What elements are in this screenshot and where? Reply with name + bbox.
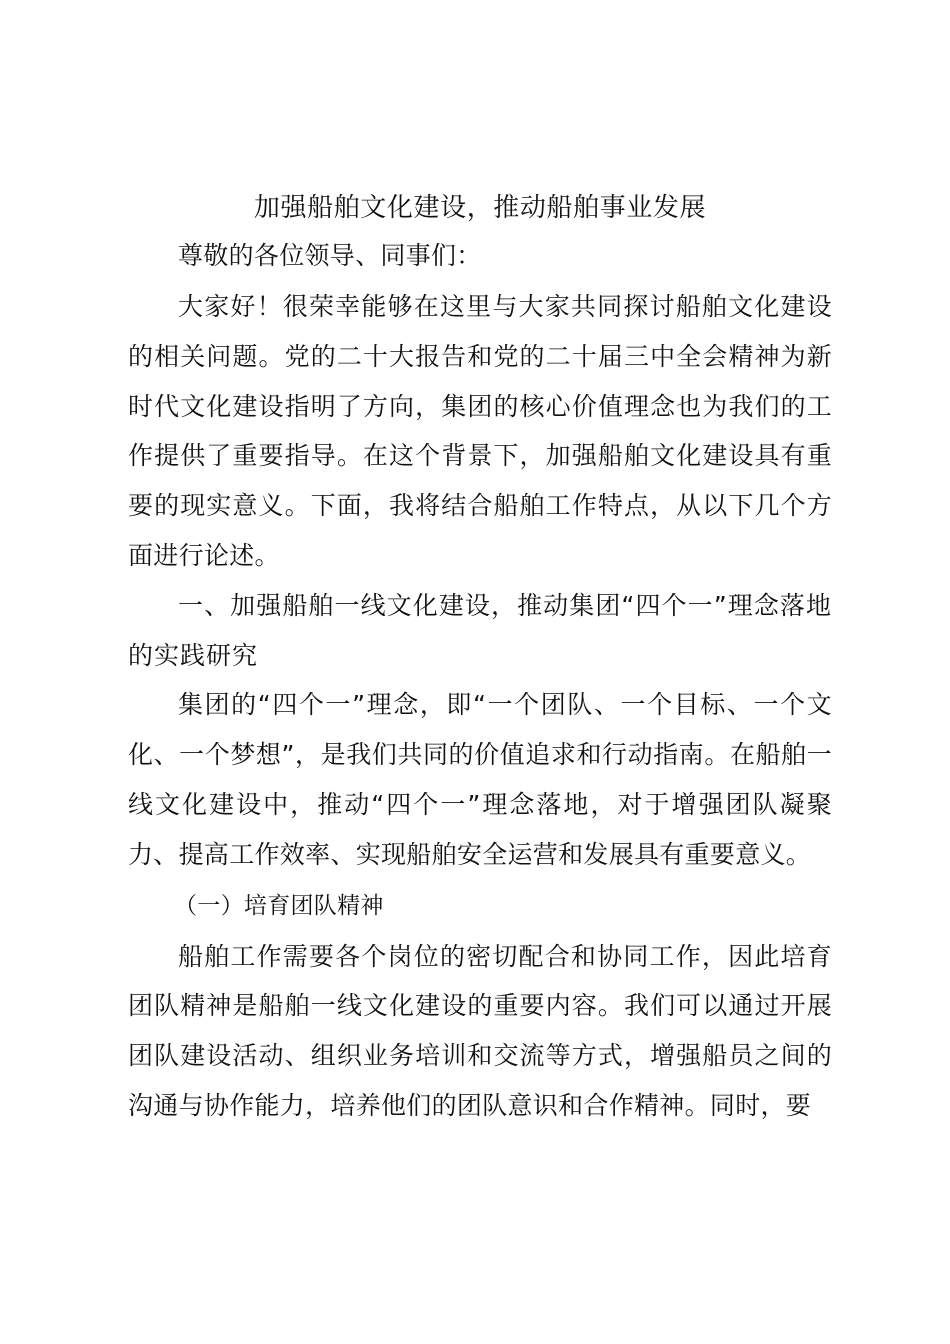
section-one-heading: 一、加强船舶一线文化建设，推动集团“四个一”理念落地的实践研究 [128,590,832,670]
subsection-one-paragraph: 船舶工作需要各个岗位的密切配合和协同工作，因此培育团队精神是船舶一线文化建设的重要内容。我们可以通过开展团队建设活动、组织业务培训和交流等方式，增强船员之间的沟通与协作能力，培养他们的团队意识和合作精神。同时，要 [128,941,832,1120]
subsection-one-heading: （一）培育团队精神 [174,892,384,919]
intro-paragraph: 大家好！很荣幸能够在这里与大家共同探讨船舶文化建设的相关问题。党的二十大报告和党的二十届三中全会精神为新时代文化建设指明了方向，集团的核心价值理念也为我们的工作提供了重要指导。在这个背景下，加强船舶文化建设具有重要的现实意义。下面，我将结合船舶工作特点，从以下几个方面进行论述。 [128,292,832,570]
section-one-paragraph: 集团的“四个一”理念，即“一个团队、一个目标、一个文化、一个梦想”，是我们共同的价值追求和行动指南。在船舶一线文化建设中，推动“四个一”理念落地，对于增强团队凝聚力、提高工作效率、实现船舶安全运营和发展具有重要意义。 [128,690,832,869]
salutation: 尊敬的各位领导、同事们： [178,241,482,270]
document-body [128,186,832,1131]
document-title: 加强船舶文化建设，推动船舶事业发展 [253,193,707,223]
